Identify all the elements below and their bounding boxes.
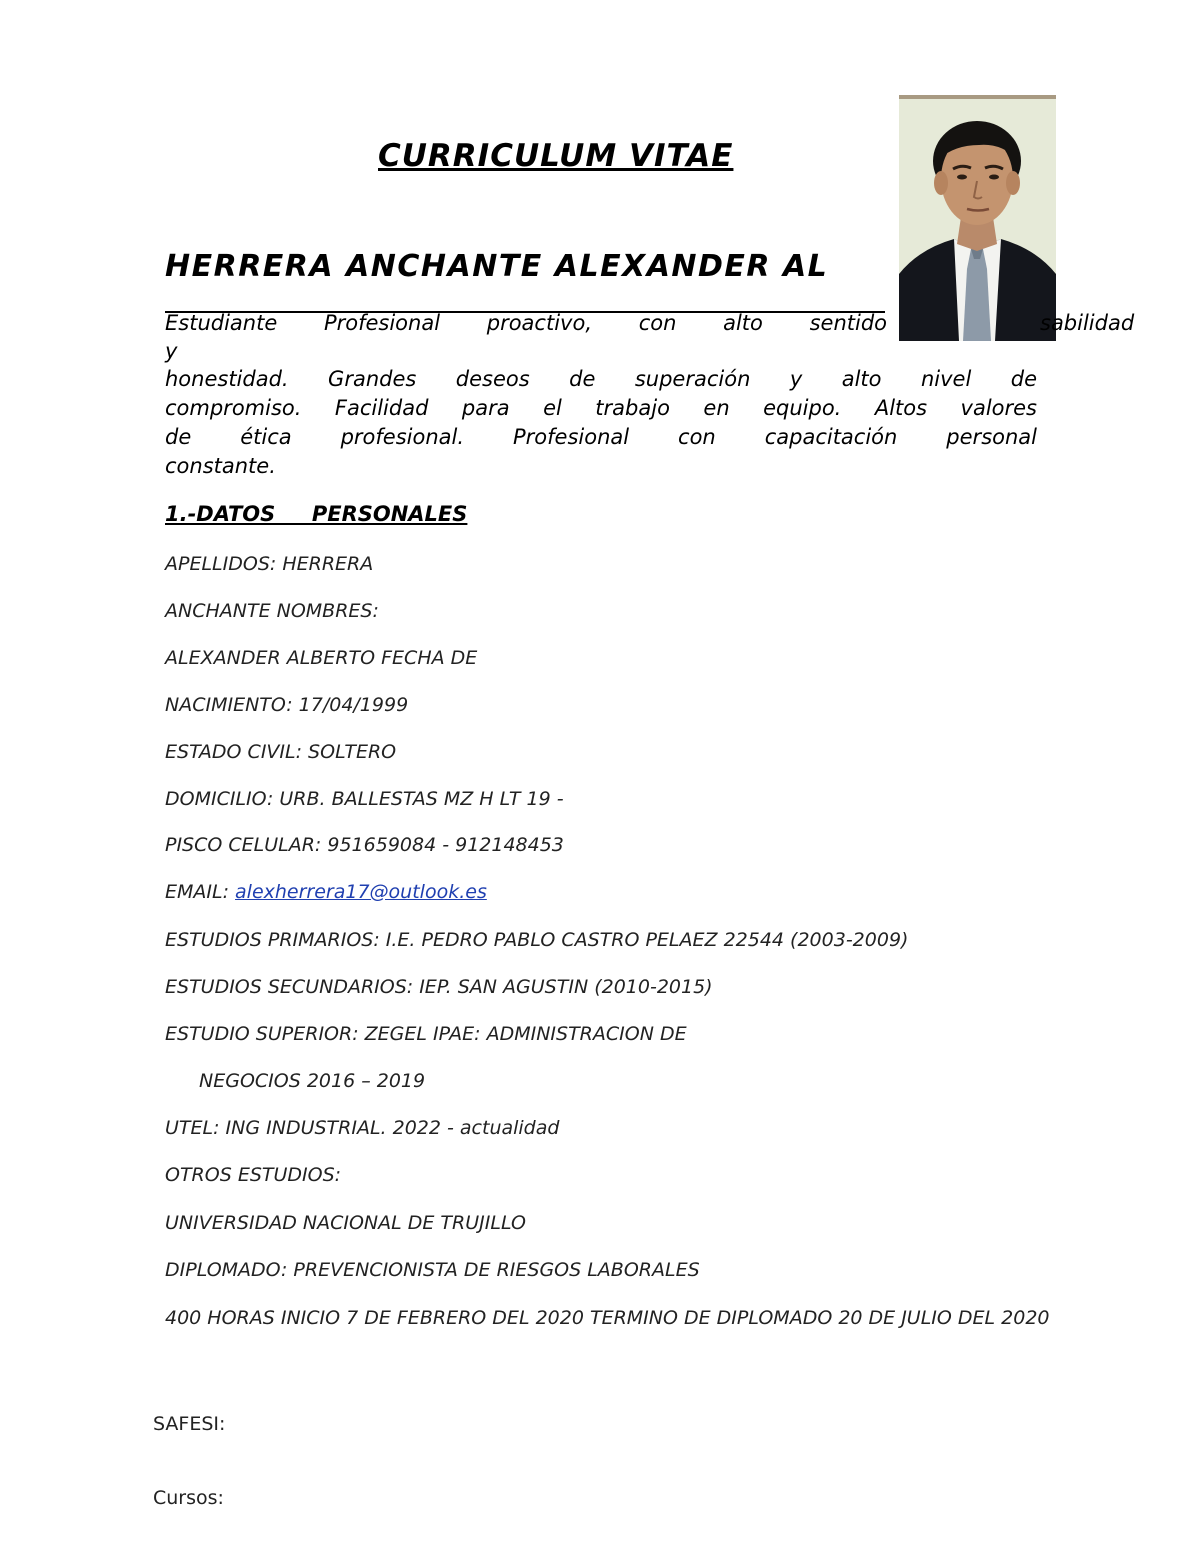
profile-line-3: honestidad. Grandes deseos de superación y alto nivel de [165, 367, 1037, 391]
education-line: NEGOCIOS 2016 – 2019 [199, 1070, 426, 1092]
personal-line: PISCO CELULAR: 951659084 - 912148453 [165, 834, 564, 856]
education-line: 400 HORAS INICIO 7 DE FEBRERO DEL 2020 TERMINO DE DIPLOMADO 20 DE JULIO DEL 2020 [165, 1307, 1050, 1329]
education-line: OTROS ESTUDIOS: [165, 1164, 342, 1186]
document-title: CURRICULUM VITAE [378, 138, 734, 174]
personal-line: APELLIDOS: HERRERA [165, 553, 374, 575]
education-line: DIPLOMADO: PREVENCIONISTA DE RIESGOS LABORALES [165, 1259, 700, 1281]
email-line [165, 881, 487, 903]
profile-line-1: Estudiante Profesional proactivo, con alto sentido [165, 311, 887, 335]
candidate-name: HERRERA ANCHANTE ALEXANDER AL [165, 249, 829, 284]
profile-line-4: compromiso. Facilidad para el trabajo en equipo. Altos valores [165, 396, 1037, 420]
profile-line-1-tail: sabilidad [1040, 311, 1135, 335]
section-title-personal-data: 1.-DATOS PERSONALES [165, 502, 468, 526]
profile-line-2: y [165, 339, 178, 363]
profile-line-6: constante. [165, 454, 276, 478]
portrait-image [899, 99, 1056, 341]
personal-line: ESTADO CIVIL: SOLTERO [165, 741, 397, 763]
personal-line: ANCHANTE NOMBRES: [165, 600, 379, 622]
education-line: UTEL: ING INDUSTRIAL. 2022 - actualidad [165, 1117, 560, 1139]
personal-line: DOMICILIO: URB. BALLESTAS MZ H LT 19 - [165, 788, 564, 810]
cursos-label: Cursos: [153, 1487, 224, 1509]
personal-line: ALEXANDER ALBERTO FECHA DE [165, 647, 478, 669]
education-line: UNIVERSIDAD NACIONAL DE TRUJILLO [165, 1212, 526, 1234]
education-line: ESTUDIO SUPERIOR: ZEGEL IPAE: ADMINISTRACION DE [165, 1023, 687, 1045]
education-line: ESTUDIOS PRIMARIOS: I.E. PEDRO PABLO CASTRO PELAEZ 22544 (2003-2009) [165, 929, 909, 951]
email-label: EMAIL: [165, 881, 236, 903]
profile-photo [899, 95, 1056, 341]
education-line: ESTUDIOS SECUNDARIOS: IEP. SAN AGUSTIN (2010-2015) [165, 976, 713, 998]
safesi-label: SAFESI: [153, 1413, 226, 1435]
email-link[interactable]: alexherrera17@outlook.es [235, 881, 487, 903]
profile-line-5: de ética profesional. Profesional con capacitación personal [165, 425, 1037, 449]
personal-line: NACIMIENTO: 17/04/1999 [165, 694, 409, 716]
